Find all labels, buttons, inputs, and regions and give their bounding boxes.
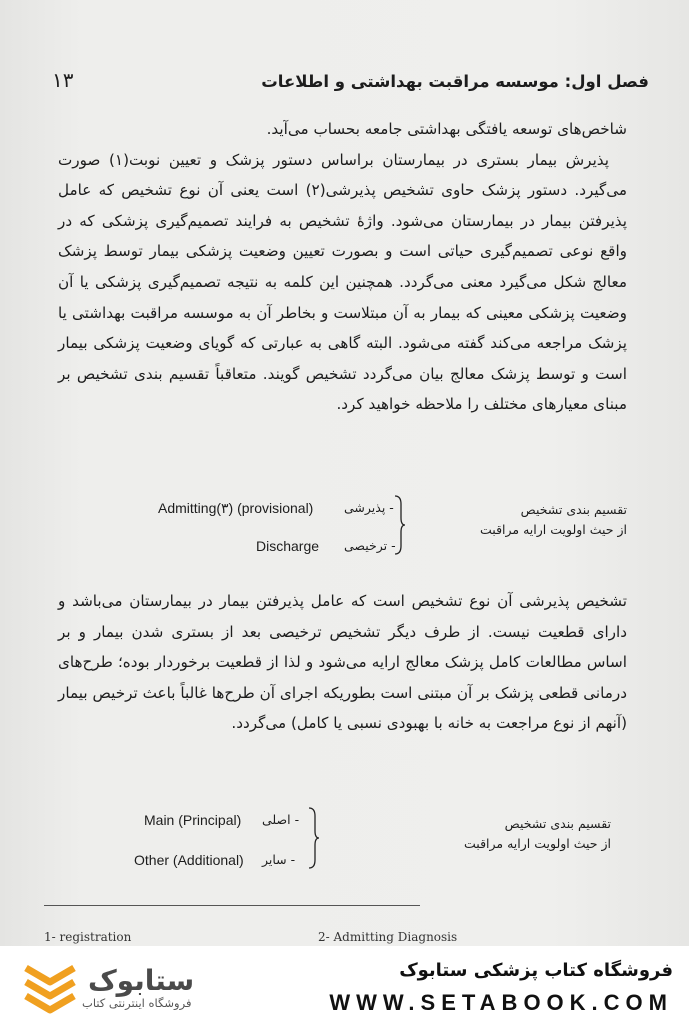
classification-title-line: تقسیم بندی تشخیص: [504, 816, 611, 831]
diagnosis-classification-main: [0, 806, 689, 876]
store-url[interactable]: WWW.SETABOOK.COM: [329, 990, 673, 1015]
option-label-en: Main (Principal): [144, 812, 242, 828]
classification-title: [480, 500, 627, 540]
page-header: [38, 64, 649, 98]
footnote-divider: [44, 905, 420, 906]
option-label-en: Discharge: [256, 538, 320, 554]
logo-wordmark: ستابوک: [88, 964, 195, 997]
footnote: 2- Admitting Diagnosis: [318, 930, 458, 944]
option-label-fa: - سایر: [262, 852, 296, 867]
classification-title: [464, 814, 611, 854]
option-label-en: Admitting(۳) (provisional): [158, 500, 314, 516]
option-label-fa: - پذیرشی: [344, 500, 394, 515]
store-logo: [22, 958, 272, 1014]
paragraph: تشخیص پذیرشی آن نوع تشخیص است که عامل پذیرفتن بیمار در بیمارستان می‌باشد و دارای قطعیت نیست. از طرف دیگر تشخیص ترخیصی بعد از بستری شدن بیمار و بر اساس مطالعات کامل پزشک معالج ارایه می‌شود و لذا از قطعیت برخوردار بوده؛ طرح‌های درمانی قطعی پزشک بر آن مبتنی است بطوریکه اجرای آن طرح‌ها غالباً باعث ترخیص بیمار (آنهم از نوع مراجعت به خانه با بهبودی نسبی یا کامل) می‌گردد.: [58, 592, 627, 733]
classification-title-line: از حیث اولویت ارایه مراقبت: [464, 836, 611, 851]
store-name: فروشگاه کتاب پزشکی ستابوک: [399, 960, 673, 981]
paragraph: شاخص‌های توسعه یافتگی بهداشتی جامعه بحساب می‌آید.: [266, 120, 627, 138]
page-number: ۱۳: [52, 68, 74, 92]
body-section-2: [58, 586, 627, 739]
classification-title-line: از حیث اولویت ارایه مراقبت: [480, 522, 627, 537]
option-label-en: Other (Additional): [134, 852, 244, 868]
footnote: 1- registration: [44, 930, 132, 944]
store-banner: [0, 946, 689, 1024]
chapter-title: فصل اول: موسسه مراقبت بهداشتی و اطلاعات: [261, 72, 649, 91]
chevron-stack-icon: [22, 960, 78, 1014]
diagnosis-classification-admission: [0, 488, 689, 558]
brace-icon: [306, 806, 320, 870]
body-section-1: [58, 114, 627, 420]
classification-title-line: تقسیم بندی تشخیص: [520, 502, 627, 517]
logo-tagline: فروشگاه اینترنتی کتاب: [82, 996, 192, 1010]
option-label-fa: - اصلی: [262, 812, 300, 827]
option-label-fa: - ترخیصی: [344, 538, 396, 553]
paragraph: پذیرش بیمار بستری در بیمارستان براساس دستور پزشک و تعیین نوبت(۱) صورت می‌گیرد. دستور پزشک حاوی تشخیص پذیرشی(۲) است یعنی آن نوع تشخیص که عامل پذیرفتن بیمار در بیمارستان می‌شود. واژهٔ تشخیص به فرایند تصمیم‌گیری پزشکی که در واقع نوعی تصمیم‌گیری حیاتی است و بصورت تعیین وضعیت پزشکی بیمار توسط پزشک معالج شکل می‌گیرد معنی می‌گردد. همچنین این کلمه به نتیجه تصمیم‌گیری پزشکی یا آن وضعیت پزشکی معینی که بیمار به آن مبتلاست و بخاطر آن به موسسه مراقبت بهداشتی یا پزشک مراجعه می‌کند گفته می‌شود. البته گاهی به عبارتی که گویای وضعیت پزشکی بیمار است و توسط پزشک معالج بیان می‌گردد تشخیص گویند. متعاقباً تقسیم بندی تشخیص بر مبنای معیارهای مختلف را ملاحظه خواهید کرد.: [58, 150, 627, 414]
